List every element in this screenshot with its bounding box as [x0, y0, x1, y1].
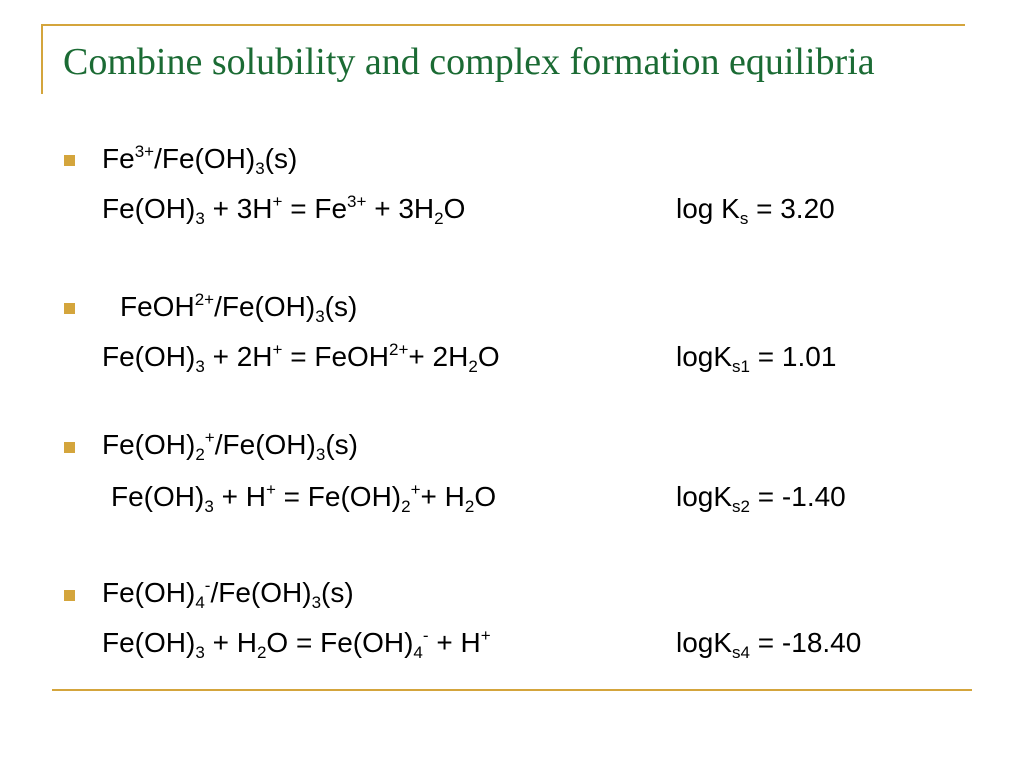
subscript: 3 — [315, 307, 325, 326]
constant-2: logK$_{s1}$ = 1.01 — [676, 341, 837, 376]
subscript: s1 — [732, 357, 751, 376]
superscript: + — [480, 626, 491, 645]
superscript: 2+ — [389, 340, 409, 359]
reaction-3: $Fe(OH)_3 + H^+ = Fe(OH)_2^++ H_2O$ — [111, 480, 497, 516]
subscript: 3 — [311, 593, 322, 612]
subscript: 3 — [204, 497, 214, 516]
bullet-2 — [64, 303, 75, 314]
superscript: - — [204, 576, 211, 595]
bullet-3 — [64, 442, 75, 453]
superscript: + — [204, 428, 215, 447]
superscript: + — [272, 192, 283, 211]
bullet-1 — [64, 155, 75, 166]
subscript: 2 — [464, 497, 475, 516]
slide-title: Combine solubility and complex formation equilibria — [63, 41, 875, 83]
subscript: s — [739, 209, 749, 228]
heading-4: $Fe(OH)_4^-/Fe(OH)_3(s)$ — [102, 576, 354, 612]
reaction-4: $Fe(OH)_3 + H_2O = Fe(OH)_4^- + H^+$ — [102, 626, 491, 662]
constant-4: logK$_{s4}$ = -18.40 — [676, 627, 862, 662]
subscript: 2 — [256, 643, 267, 662]
subscript: 3 — [195, 357, 205, 376]
left-rule — [41, 24, 43, 94]
superscript: - — [422, 626, 429, 645]
constant-1: $\log K_s = 3.20$ — [676, 193, 835, 228]
subscript: 4 — [413, 643, 423, 662]
superscript: 3+ — [134, 142, 155, 161]
subscript: s4 — [732, 643, 751, 662]
bottom-rule — [52, 689, 972, 691]
subscript: 3 — [195, 643, 205, 662]
superscript: 2+ — [194, 290, 215, 309]
superscript: + — [265, 480, 276, 499]
superscript: + — [410, 480, 421, 499]
reaction-2: $Fe(OH)_3 + 2H^+$ = FeOH$^{2+}$+ $2H_2O$ — [102, 340, 500, 376]
heading-3: $Fe(OH)_2^+/Fe(OH)_3(s)$ — [102, 428, 358, 464]
bullet-4 — [64, 590, 75, 601]
reaction-1: $Fe(OH)_3 + 3H^+ = Fe^{3+} + 3H_2O$ — [102, 192, 466, 228]
subscript: 3 — [315, 445, 326, 464]
heading-1: $Fe^{3+}/Fe(OH)_3(s)$ — [102, 142, 298, 178]
superscript: + — [272, 340, 283, 359]
subscript: 2 — [434, 209, 444, 228]
subscript: 4 — [195, 593, 205, 612]
heading-2: $FeOH^{2+}/Fe(OH)_3(s)$ — [120, 290, 358, 326]
subscript: 2 — [401, 497, 411, 516]
top-rule — [41, 24, 965, 26]
subscript: 2 — [195, 445, 205, 464]
subscript: 3 — [195, 209, 205, 228]
constant-3: logK$_{s2}$ = -1.40 — [676, 481, 846, 516]
subscript: s2 — [732, 497, 751, 516]
subscript: 3 — [255, 159, 265, 178]
superscript: 3+ — [347, 192, 367, 211]
subscript: 2 — [468, 357, 478, 376]
